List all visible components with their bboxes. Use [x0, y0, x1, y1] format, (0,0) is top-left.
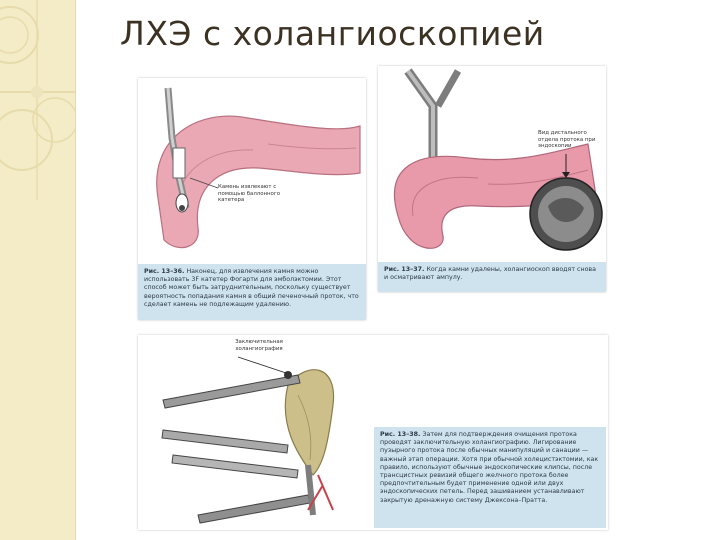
- illustration-balloon-catheter: [138, 78, 366, 260]
- caption-label: Рис. 13–37.: [384, 266, 425, 273]
- caption-13-37: [378, 262, 606, 292]
- callout-balloon-catheter: Камень извлекают с помощью баллонного катетера: [218, 184, 280, 203]
- illustration-cholangioscope-view: [378, 66, 606, 258]
- figure-13-38: [138, 335, 608, 530]
- caption-text: Когда камни удалены, холангиоскоп вводят снова и осматривают ампулу.: [384, 266, 596, 282]
- caption-text: Затем для подтверждения очищения протока проводят заключительную холангиографию. Лигирование пузырного протока после обычных манипуляций и санации — важный этап операции. Хотя при обычной холецистэктомии, как правило, используют обычные эндоскопические клипсы, после трансцистных ревизий общего желчного протока более предпочтительным будет применение одной или двух эндоскопических петель. Перед зашиванием устанавливают закрытую дренажную систему Джексона–Пратта.: [380, 431, 599, 504]
- figure-13-37: [378, 66, 606, 292]
- figure-13-36: [138, 78, 366, 320]
- slide-title: ЛХЭ с холангиоскопией: [120, 14, 545, 53]
- decorative-side-strip: [0, 0, 76, 540]
- callout-cholangiography: Заключительная холангиография: [235, 339, 283, 352]
- callout-endoscopic-view: Вид дистального отдела протока при эндоскопии: [538, 130, 596, 149]
- decorative-circles: [0, 0, 75, 540]
- caption-13-36: [138, 264, 366, 320]
- caption-label: Рис. 13–36.: [144, 268, 185, 275]
- caption-text: Наконец, для извлечения камня можно использовать 3F катетер Фогарти для эмболэктомии. Этот способ может быть затруднительным, поскольку существует вероятность попадания камня в общий печеночный проток, что сделает камень не подлежащим удалению.: [144, 268, 359, 308]
- caption-label: Рис. 13–38.: [380, 431, 421, 438]
- caption-13-38: [374, 427, 606, 528]
